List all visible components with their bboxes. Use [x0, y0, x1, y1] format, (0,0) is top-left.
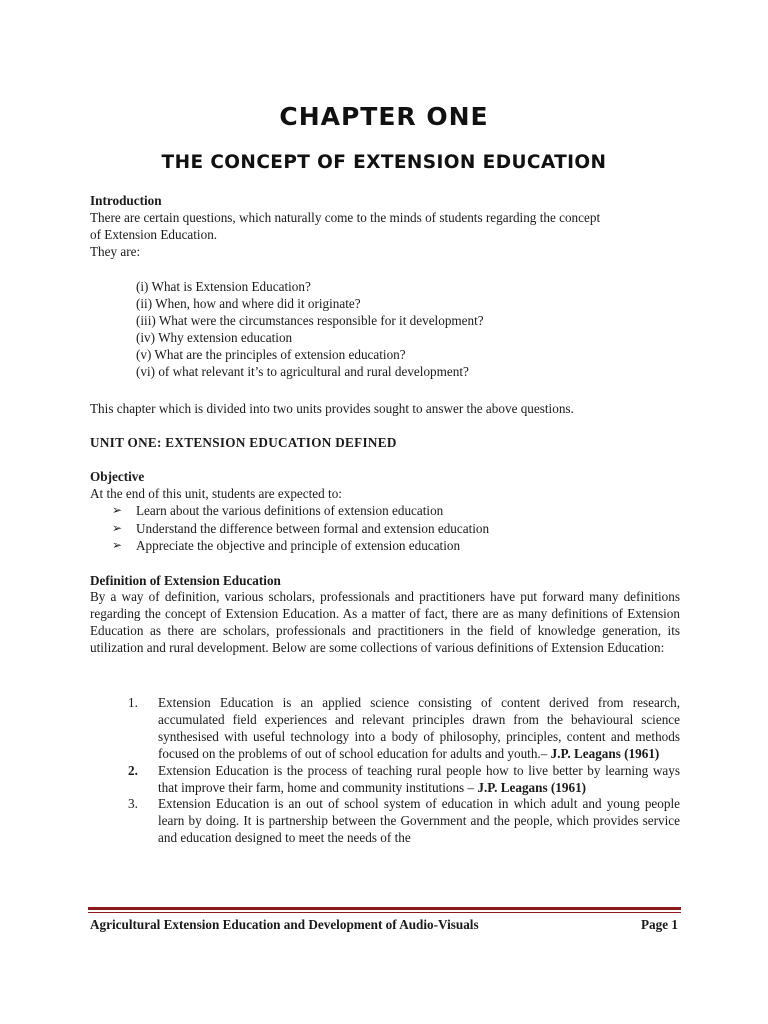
intro-heading: Introduction — [90, 193, 162, 208]
definitions-list — [128, 695, 680, 847]
footer-divider — [88, 907, 681, 910]
page-number: Page 1 — [641, 917, 678, 932]
question-list — [136, 278, 484, 380]
question-item: (i) What is Extension Education? — [136, 279, 311, 294]
definition-number: 2. — [128, 762, 138, 778]
objective-bullets — [112, 502, 489, 555]
definition-text: Extension Education is an out of school system of education in which adult and young people learn by doing. It is partnership between the Government and the people, which provides service and education designed to meet the needs of the — [158, 796, 680, 846]
footer-divider-thin — [88, 912, 681, 913]
chapter-title: CHAPTER ONE — [279, 102, 489, 131]
chapter-subtitle: THE CONCEPT OF EXTENSION EDUCATION — [161, 152, 607, 173]
question-item: (ii) When, how and where did it originate? — [136, 296, 361, 311]
list-item — [112, 520, 489, 538]
objective-section — [90, 468, 680, 502]
arrow-bullet-icon: ➢ — [112, 520, 123, 535]
definition-text: Extension Education is the process of teaching rural people how to live better by learning ways that improve their farm, home and community institutions – — [158, 762, 680, 795]
definition-citation: J.P. Leagans (1961) — [477, 779, 587, 795]
arrow-bullet-icon: ➢ — [112, 538, 123, 552]
footer-title: Agricultural Extension Education and Development of Audio-Visuals — [90, 917, 479, 932]
definition-citation: J.P. Leagans (1961) — [550, 745, 660, 761]
bullet-text: Understand the difference between formal and extension education — [136, 520, 490, 536]
question-item: (iv) Why extension education — [136, 330, 293, 345]
definition-item — [128, 695, 680, 763]
objective-heading: Objective — [90, 469, 145, 484]
definition-heading: Definition of Extension Education — [90, 573, 281, 588]
bullet-text: Learn about the various definitions of extension education — [136, 503, 444, 518]
list-item — [112, 537, 489, 555]
definition-paragraph: By a way of definition, various scholars, professionals and practitioners have put forward many definitions regarding the concept of Extension Education. As a matter of fact, there are as many definitions of Extension Education as there are scholars, professionals and practitioners in the field of knowledge generation, its utilization and rural development. Below are some collections of various definitions of Extension Education: — [90, 589, 680, 655]
intro-line-1: There are certain questions, which naturally come to the minds of students regarding the concept — [90, 210, 601, 225]
question-item: (vi) of what relevant it’s to agricultural and rural development? — [136, 364, 469, 379]
intro-section — [90, 192, 680, 260]
definition-text: Extension Education is an applied science consisting of content derived from research, accumulated field experiences and relevant principles drawn from the behavioural science synthesised with useful technology into a body of philosophy, principles, content and methods focused on the problems of out of school education for adults and youth.– — [158, 695, 680, 761]
intro-line-3: They are: — [90, 244, 141, 259]
question-item: (iii) What were the circumstances responsible for it development? — [136, 313, 484, 328]
chapter-note: This chapter which is divided into two units provides sought to answer the above questions. — [90, 401, 574, 416]
question-item: (v) What are the principles of extension education? — [136, 347, 406, 362]
definition-item — [128, 796, 680, 847]
definition-item — [128, 763, 680, 797]
arrow-bullet-icon: ➢ — [112, 503, 123, 517]
definition-number: 3. — [128, 796, 138, 812]
unit-heading: UNIT ONE: EXTENSION EDUCATION DEFINED — [90, 435, 397, 450]
definition-number: 1. — [128, 695, 138, 710]
list-item — [112, 502, 489, 520]
intro-line-2: of Extension Education. — [90, 227, 218, 242]
objective-lead: At the end of this unit, students are expected to: — [90, 486, 342, 501]
bullet-text: Appreciate the objective and principle of extension education — [136, 538, 461, 553]
